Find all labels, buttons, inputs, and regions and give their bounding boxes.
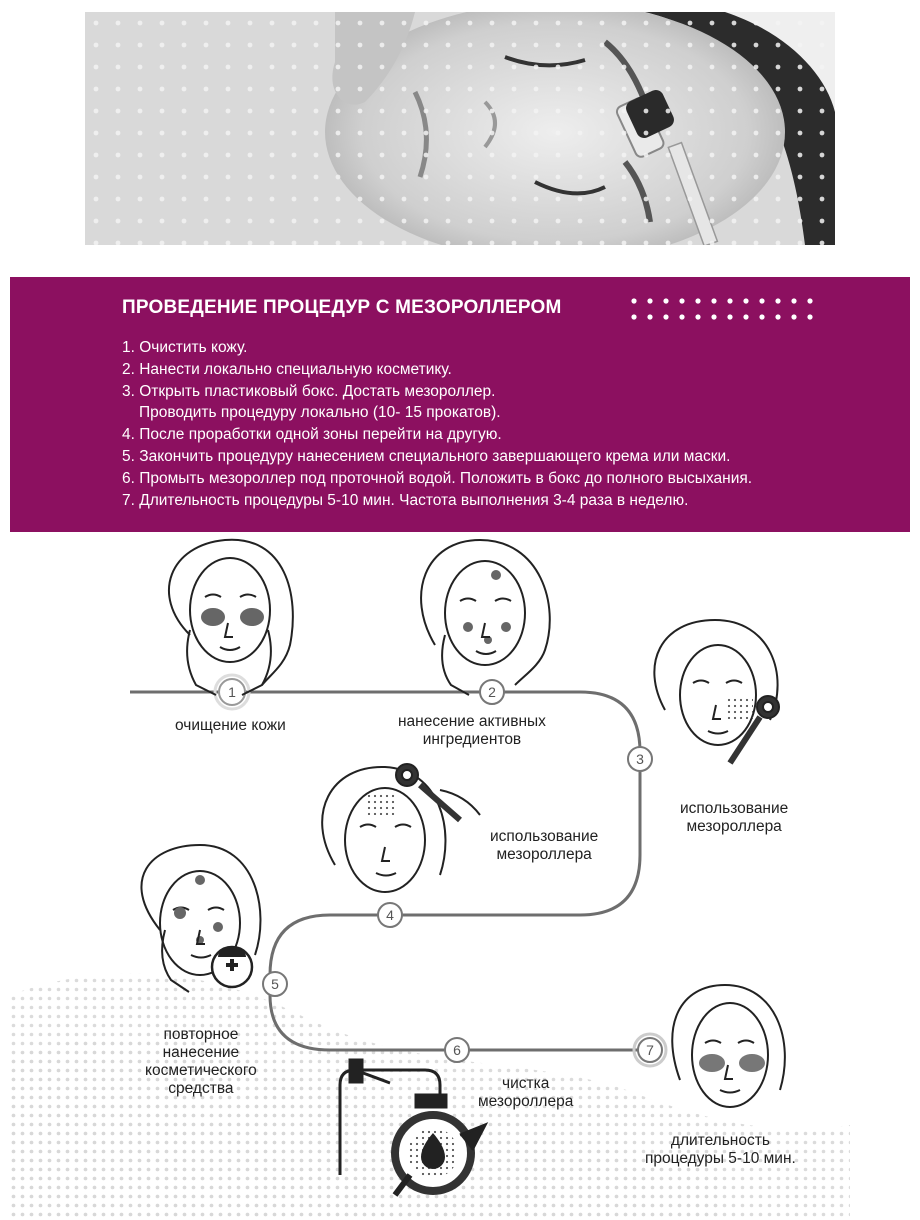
svg-text:2: 2 xyxy=(488,684,496,700)
svg-text:7: 7 xyxy=(646,1042,654,1058)
svg-text:5: 5 xyxy=(271,976,279,992)
caption-step-3: использование мезороллера xyxy=(680,800,789,835)
caption-step-6: чистка мезороллера xyxy=(478,1075,574,1110)
decorative-dots xyxy=(630,297,830,323)
svg-text:6: 6 xyxy=(453,1042,461,1058)
step-item: 1. Очистить кожу. xyxy=(122,339,248,356)
step-marker-7 xyxy=(634,1034,666,1066)
step-item: 5. Закончить процедуру нанесением специального завершающего крема или маски. xyxy=(122,447,731,465)
step-item: 2. Нанести локально специальную косметику. xyxy=(122,360,452,378)
instructions-banner xyxy=(10,277,910,532)
step-item: Проводить процедуру локально (10- 15 прокатов). xyxy=(139,404,501,422)
caption-step-4: использование мезороллера xyxy=(490,828,599,863)
step-marker-3 xyxy=(628,747,652,771)
step-marker-6 xyxy=(445,1038,469,1062)
step-marker-5 xyxy=(263,972,287,996)
svg-text:3: 3 xyxy=(636,751,644,767)
step-item: 4. После проработки одной зоны перейти на другую. xyxy=(122,426,502,444)
step-marker-2 xyxy=(480,680,504,704)
caption-step-5: повторное нанесение косметического средства xyxy=(145,1026,257,1097)
caption-step-7: длительность процедуры 5-10 мин. xyxy=(645,1132,796,1167)
caption-step-1: очищение кожи xyxy=(175,717,286,734)
face-sketch xyxy=(654,620,779,763)
hero-photo xyxy=(85,12,835,245)
svg-text:1: 1 xyxy=(228,684,236,700)
banner-title: ПРОВЕДЕНИЕ ПРОЦЕДУР С МЕЗОРОЛЛЕРОМ xyxy=(122,297,562,318)
step-marker-4 xyxy=(378,903,402,927)
step-item: 6. Промыть мезороллер под проточной водой. Положить в бокс до полного высыхания. xyxy=(122,469,753,487)
face-sketch xyxy=(322,764,480,892)
face-sketch xyxy=(672,985,785,1107)
step-marker-1 xyxy=(215,675,249,709)
svg-text:4: 4 xyxy=(386,907,394,923)
step-item: 3. Открыть пластиковый бокс. Достать мезороллер. xyxy=(122,382,496,400)
steps-list xyxy=(122,337,752,511)
face-sketch xyxy=(169,540,293,695)
face-sketch xyxy=(421,540,550,695)
step-item: 7. Длительность процедуры 5-10 мин. Частота выполнения 3-4 раза в неделю. xyxy=(122,491,689,509)
plus-icon xyxy=(212,947,252,987)
procedure-diagram xyxy=(0,535,920,1220)
face-photo xyxy=(85,12,835,245)
caption-step-2: нанесение активных ингредиентов xyxy=(398,713,546,748)
